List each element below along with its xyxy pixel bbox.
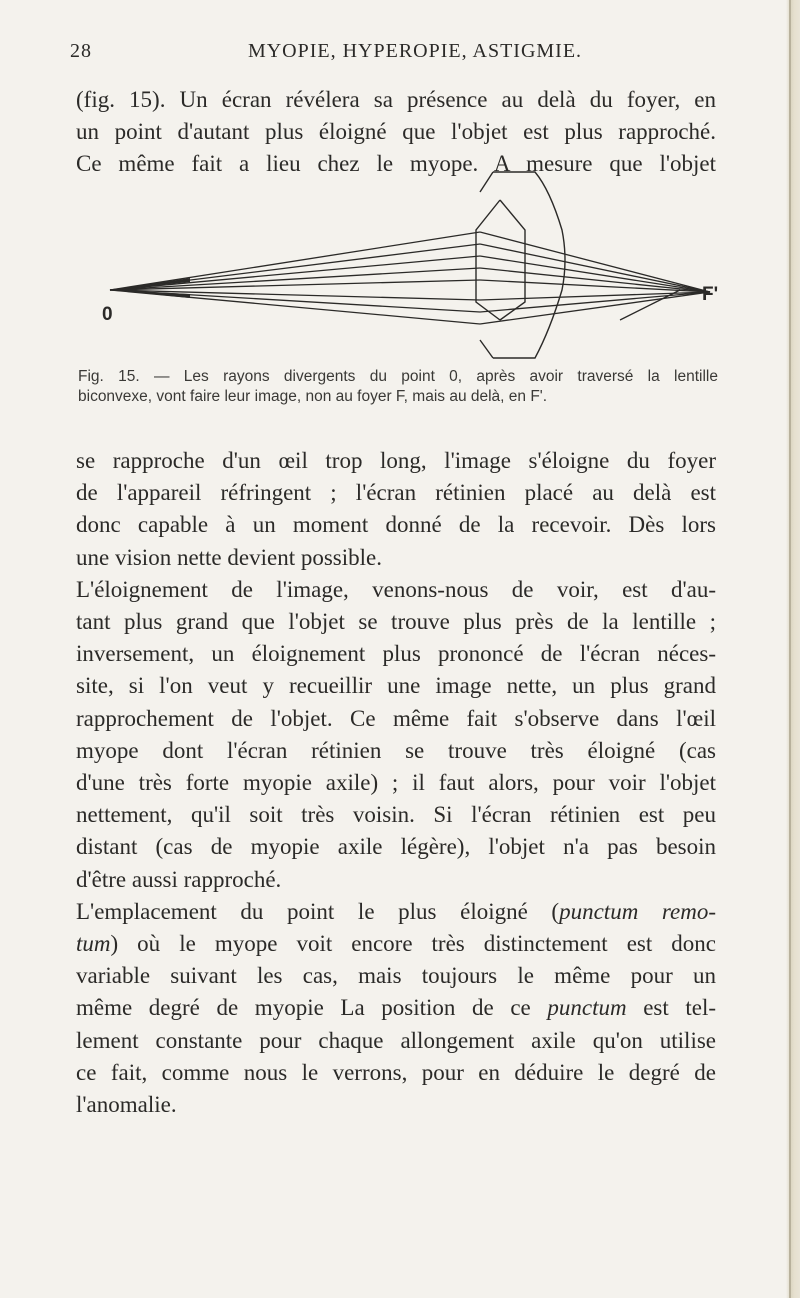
text-line: variable suivant les cas, mais toujours le même pour un [76, 963, 716, 989]
text-line: Ce même fait a lieu chez le myope. A mesure que l'objet [76, 151, 716, 177]
text-line: d'être aussi rapproché. [76, 866, 282, 892]
figure-caption [78, 367, 718, 407]
intro-paragraph [76, 84, 716, 181]
text-line: d'une très forte myopie axile) ; il faut alors, pour voir l'objet [76, 770, 716, 796]
ray-line [480, 292, 710, 300]
ray-line [480, 292, 710, 324]
lens-face-left [476, 200, 500, 320]
lens-figure [80, 170, 730, 370]
text-line: donc capable à un moment donné de la recevoir. Dès lors [76, 512, 716, 538]
ray-line [480, 244, 710, 292]
caption-line: biconvexe, vont faire leur image, non au foyer F, mais au delà, en F'. [78, 388, 548, 405]
text-line: même degré de myopie La position de ce punctum est tel- [76, 995, 716, 1021]
text-line: ce fait, comme nous le verrons, pour en déduire le degré de [76, 1059, 716, 1085]
text-line: tum) où le myope voit encore très distinctement est donc [76, 931, 716, 957]
page-edge-line [789, 0, 791, 1298]
text-line: nettement, qu'il soit très voisin. Si l'écran rétinien est peu [76, 802, 716, 828]
text-line: myope dont l'écran rétinien se trouve très éloigné (cas [76, 737, 716, 763]
page-header [70, 40, 730, 64]
ray-line [480, 292, 710, 312]
text-line: tant plus grand que l'objet se trouve plus près de la lentille ; [76, 609, 716, 635]
text-line: l'anomalie. [76, 1092, 177, 1118]
caption-line: Fig. 15. — Les rayons divergents du point 0, après avoir traversé la lentille [78, 368, 718, 385]
ray-line [110, 268, 480, 290]
lens-bottom-left [480, 340, 493, 358]
text-line: inversement, un éloignement plus prononcé de l'écran néces- [76, 641, 716, 667]
label-o: 0 [102, 304, 113, 325]
label-f-prime: F' [702, 284, 719, 305]
ray-bundle [110, 232, 710, 324]
text-line: lement constante pour chaque allongement axile qu'on utilise [76, 1027, 716, 1053]
text-line: rapprochement de l'objet. Ce même fait s'observe dans l'œil [76, 705, 716, 731]
text-line: une vision nette devient possible. [76, 544, 382, 570]
text-line: L'éloignement de l'image, venons-nous de voir, est d'au- [76, 576, 716, 602]
text-line: site, si l'on veut y recueillir une image nette, un plus grand [76, 673, 716, 699]
text-line: de l'appareil réfringent ; l'écran rétinien placé au delà est [76, 480, 716, 506]
lens-diagram [80, 170, 730, 370]
main-paragraph [76, 445, 716, 1121]
lens-outline [493, 172, 565, 358]
running-title: MYOPIE, HYPEROPIE, ASTIGMIE. [247, 40, 583, 62]
text-line: se rapproche d'un œil trop long, l'image s'éloigne du foyer [76, 448, 716, 473]
lens-top-left [480, 172, 493, 192]
text-line: un point d'autant plus éloigné que l'objet est plus rapproché. [76, 119, 716, 145]
page-number: 28 [70, 40, 92, 62]
text-line: distant (cas de myopie axile légère), l'objet n'a pas besoin [76, 834, 716, 860]
text-line: (fig. 15). Un écran révélera sa présence au delà du foyer, en [76, 87, 716, 112]
text-line: L'emplacement du point le plus éloigné (punctum remo- [76, 898, 716, 924]
ray-line [480, 268, 710, 292]
